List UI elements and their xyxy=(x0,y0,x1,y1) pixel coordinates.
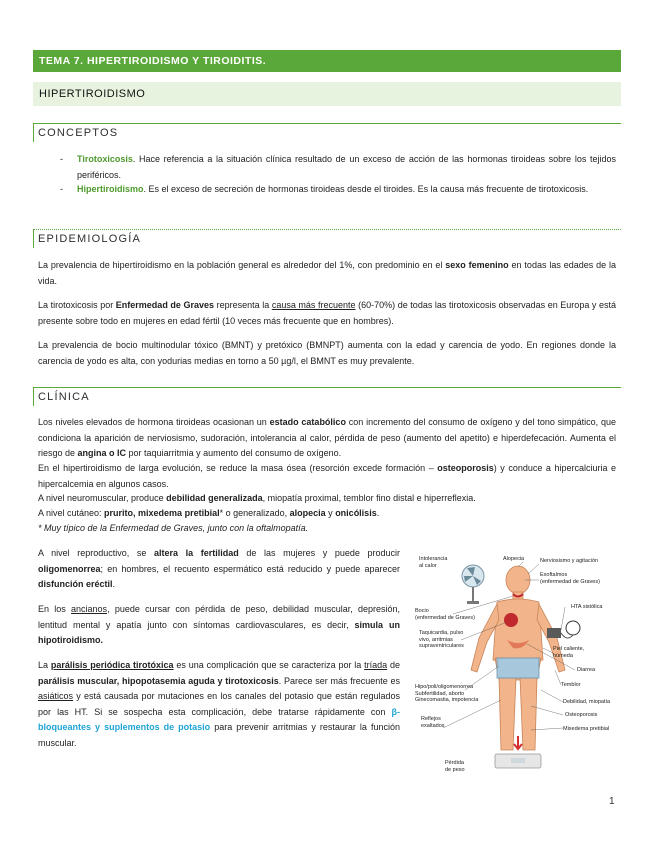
bullet-dash: - xyxy=(60,184,63,194)
label-debilidad: Debilidad, miopatía xyxy=(563,699,611,705)
label-perdida: Pérdida de peso xyxy=(445,760,465,773)
subtitle: HIPERTIROIDISMO xyxy=(39,88,146,100)
label-hta: HTA sistólica xyxy=(571,604,603,610)
label-piel: Piel caliente, húmeda xyxy=(553,646,585,659)
concept-term: Tirotoxicosis xyxy=(77,154,133,164)
paragraph-epi-2: La tirotoxicosis por Enfermedad de Graves representa la causa más frecuente (60-70%) de todas las tirotoxicosis observadas en Europa y está presente sobre todo en mujeres en edad fértil (10 veces más frecuente que en hombres). xyxy=(38,300,617,326)
paragraph-paralisis: La parálisis periódica tirotóxica es una complicación que se caracteriza por la tríada de parálisis muscular, hipopotasemia aguda y tirotoxicosis. Parece ser más frecuente es asiáticos y está causada por mutaciones en los canales del potasio que están regulados por las HT. Si se sospecha esta complicación, debe tratarse rápidamente con β-bloqueantes y suplementos de potasio para prevenir arritmias y restaurar la función muscular. xyxy=(38,660,400,748)
paragraph-clinica-1: Los niveles elevados de hormona tiroideas ocasionan un estado catabólico con incremento del consumo de oxígeno y del tono simpático, que condiciona la aparición de nerviosismo, sudoración, intolerancia al calor, pérdida de peso (aumento del apetito) e hiperdefecación. Aumenta el riesgo de angina o IC por taquiarritmia y aumento del consumo de oxígeno. xyxy=(38,417,616,459)
label-mixedema: Mixedema pretibial xyxy=(563,726,610,732)
paragraph-clinica-4: A nivel cutáneo: prurito, mixedema pretibial* o generalizado, alopecia y onicólisis. xyxy=(38,508,380,518)
concept-text: . Es el exceso de secreción de hormonas tiroideas desde el tiroides. Es la causa más frecuente de tirotoxicosis. xyxy=(143,184,589,194)
label-diarrea: Diarrea xyxy=(577,667,596,673)
section-heading-label: CLÍNICA xyxy=(38,391,90,403)
concept-item-hipertiroidismo xyxy=(60,182,616,198)
label-exoftalmos: Exoftalmos (enfermedad de Graves) xyxy=(540,572,600,585)
fan-icon xyxy=(462,565,484,604)
paragraph-reproductivo: A nivel reproductivo, se altera la fertilidad de las mujeres y puede producir oligomenorrea; en hombres, el recuento espermático está reducido y puede aparecer disfunción eréctil. xyxy=(38,548,400,590)
concept-term: Hipertiroidismo xyxy=(77,184,144,194)
label-temblor: Temblor xyxy=(561,682,581,688)
page-number: 1 xyxy=(609,796,615,807)
label-intolerancia: Intolerancia al calor xyxy=(419,556,448,569)
paragraph-clinica-2: En el hipertiroidismo de larga evolución, se reduce la masa ósea (resorción excede formación – osteoporosis) y conduce a hipercalciuria e hipercalcemia en algunos casos. xyxy=(38,463,617,489)
label-osteoporosis: Osteoporosis xyxy=(565,712,598,718)
subtitle-bar xyxy=(33,82,621,106)
shorts xyxy=(497,658,539,678)
topic-title: TEMA 7. HIPERTIROIDISMO Y TIROIDITIS. xyxy=(39,55,267,67)
label-nerviosismo: Nerviosismo y agitación xyxy=(540,558,599,564)
section-heading-clinica xyxy=(33,387,621,406)
blood-pressure-cuff-icon xyxy=(547,621,580,638)
paragraph-epi-3: La prevalencia de bocio multinodular tóxico (BMNT) y pretóxico (BMNPT) aumenta con la edad y carencia de yodo. En regiones donde la carencia de yodo es alta, con yodurias medias en torno a 50 µg/l, el BMNT es muy prevalente. xyxy=(38,340,616,366)
concept-item-tirotoxicosis xyxy=(60,152,616,183)
section-heading-conceptos xyxy=(33,123,621,142)
concept-text: . Hace referencia a la situación clínica resultado de un exceso de acción de las hormonas tiroideas sobre los tejidos periféricos. xyxy=(77,154,616,180)
label-hipo: Hipo/poli/oligomenorrea Subfertilidad, aborto Ginecomastia, impotencia xyxy=(415,684,479,703)
label-taquicardia: Taquicardia, pulso vivo, arritmias supraventriculares xyxy=(419,630,464,649)
section-heading-epidemiologia xyxy=(33,229,621,248)
paragraph-ancianos: En los ancianos, puede cursar con pérdida de peso, debilidad muscular, depresión, lentitud mental y apatía junto con síntomas cardiovasculares, es decir, simula un hipotiroidismo. xyxy=(38,604,401,646)
paragraph-epi-1: La prevalencia de hipertiroidismo en la población general es alrededor del 1%, con predominio en el sexo femenino en todas las edades de la vida. xyxy=(38,260,616,286)
section-heading-label: CONCEPTOS xyxy=(38,127,119,139)
paragraph-clinica-3: A nivel neuromuscular, produce debilidad generalizada, miopatía proximal, temblor fino distal e hiperreflexia. xyxy=(38,493,476,503)
bullet-dash: - xyxy=(60,154,63,164)
label-reflejos: Reflejos exaltados xyxy=(421,716,445,729)
label-alopecia: Alopecia xyxy=(503,556,525,562)
hyperthyroidism-symptoms-figure xyxy=(415,550,623,782)
section-heading-label: EPIDEMIOLOGÍA xyxy=(38,233,142,245)
topic-title-bar xyxy=(33,50,621,72)
footnote-graves: * Muy típico de la Enfermedad de Graves, junto con la oftalmopatía. xyxy=(38,523,309,533)
heart-icon xyxy=(504,613,518,627)
label-bocio: Bocio (enfermedad de Graves) xyxy=(415,608,475,621)
